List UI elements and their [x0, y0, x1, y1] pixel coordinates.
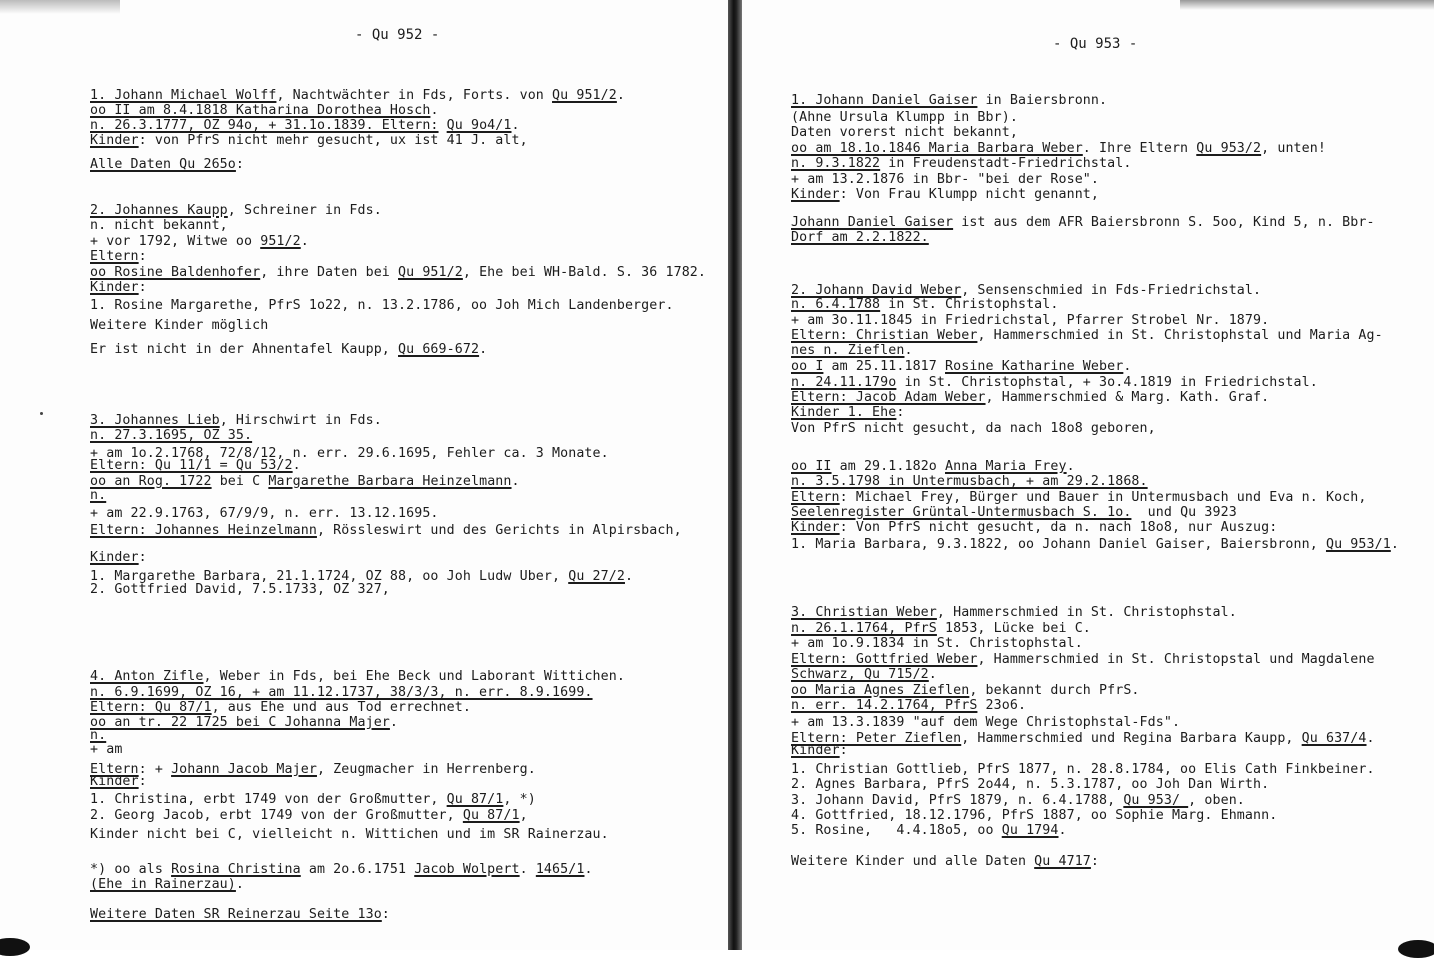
text-segment: , bekannt durch PfrS. [969, 683, 1140, 698]
underlined-text: Eltern: Johannes Heinzelmann [90, 523, 317, 538]
text-segment: 3. Johann David, PfrS 1879, n. 6.4.1788, [791, 793, 1124, 808]
text-line [791, 328, 1383, 343]
text-line [90, 907, 390, 922]
underlined-text: Eltern: Gottfried Weber [791, 652, 978, 667]
text-line [791, 823, 1067, 838]
text-line [90, 218, 228, 233]
underlined-text: nes n. Zieflen [791, 343, 905, 358]
underlined-text: Eltern [90, 762, 139, 777]
underlined-text: n. 3.5.1798 in Untermusbach, + am 29.2.1868. [791, 474, 1148, 489]
text-line [90, 582, 390, 597]
text-line [791, 230, 929, 245]
underlined-text: 3. Christian Weber [791, 605, 937, 620]
text-segment: : Michael Frey, Bürger und Bauer in Untermusbach und Eva n. Koch, [839, 490, 1367, 505]
text-segment: . [479, 342, 488, 357]
text-line [791, 187, 1099, 202]
underlined-text: Qu 951/2 [398, 265, 463, 280]
underlined-text: Alle Daten Qu 265o [90, 157, 236, 172]
text-segment: , Hammerschmied & Marg. Kath. Graf. [985, 390, 1270, 405]
text-segment: in St. Christophstal, + 3o.4.1819 in Friedrichstal. [896, 375, 1318, 390]
underlined-text: Eltern: Qu 11/1 = Qu 53/2 [90, 458, 293, 473]
text-segment: Von PfrS nicht gesucht, da nach 18o8 geboren, [791, 421, 1156, 436]
text-line [90, 523, 682, 538]
text-line [791, 808, 1277, 823]
text-segment: : [138, 249, 147, 264]
text-line [90, 280, 147, 295]
text-segment: 1. Maria Barbara, 9.3.1822, oo Johann Daniel Gaiser, Baiersbronn, [791, 537, 1326, 552]
text-line [90, 700, 471, 715]
text-segment: + am 13.3.1839 "auf dem Wege Christophstal-Fds". [791, 715, 1181, 730]
page-number-right: - Qu 953 - [1053, 36, 1138, 52]
text-line [90, 265, 706, 280]
underlined-text: Dorf am 2.2.1822. [791, 230, 929, 245]
text-segment: Daten vorerst nicht bekannt, [791, 125, 1018, 140]
text-segment: , Nachtwächter in Fds, Forts. von [276, 88, 553, 103]
text-line [90, 877, 244, 892]
text-line [791, 605, 1237, 620]
text-line [791, 343, 913, 358]
text-segment: am 29.1.182o [831, 459, 946, 474]
underlined-text: Margarethe Barbara Heinzelmann [268, 474, 512, 489]
text-segment: , Hirschwirt in Fds. [219, 413, 382, 428]
text-segment: . [235, 877, 245, 892]
text-segment: : [138, 774, 147, 789]
text-segment: 4. Gottfried, 18.12.1796, PfrS 1887, oo Sophie Marg. Ehmann. [791, 808, 1278, 823]
text-line [90, 118, 520, 133]
underlined-text: Qu 669-672 [398, 342, 480, 357]
text-line [791, 156, 1131, 171]
text-segment: . [1366, 731, 1375, 746]
text-segment: : [138, 280, 147, 295]
text-line [90, 458, 301, 473]
text-line [90, 157, 244, 172]
text-line [791, 520, 1277, 535]
text-segment: 2. Agnes Barbara, PfrS 2o44, n. 5.3.1787, oo Joh Dan Wirth. [791, 777, 1270, 792]
underlined-text: Kinder [791, 743, 840, 758]
underlined-text: Johann Daniel Gaiser [791, 215, 954, 230]
underlined-text: Eltern: Jacob Adam Weber [791, 390, 986, 405]
underlined-text: Qu 1794 [1001, 823, 1059, 838]
text-segment: ist aus dem AFR Baiersbronn S. 5oo, Kind 5, n. Bbr- [953, 215, 1375, 230]
underlined-text: oo II am 8.4.1818 Katharina Dorothea Hosch [90, 103, 431, 118]
underlined-text: Kinder [90, 133, 139, 148]
underlined-text: n. [90, 728, 107, 743]
text-segment: n. nicht bekannt, [90, 218, 228, 233]
text-line [791, 110, 1018, 125]
text-segment: + vor 1792, Witwe oo [90, 234, 261, 249]
underlined-text: 3. Johannes Lieb [90, 413, 220, 428]
text-segment: 1. Christina, erbt 1749 von der Großmutter, [90, 792, 447, 807]
text-segment: , Rössleswirt und des Gerichts in Alpirsbach, [316, 523, 682, 538]
underlined-text: Qu 87/1 [446, 792, 504, 807]
underlined-text: 1. Johann Daniel Gaiser [791, 93, 978, 108]
text-segment: . [511, 118, 520, 133]
underlined-text: Schwarz, Qu 715/2 [791, 667, 929, 682]
text-segment: : [235, 157, 245, 172]
text-line [791, 283, 1261, 298]
text-line [791, 421, 1156, 436]
text-segment: . [511, 474, 520, 489]
underlined-text: oo an tr. 22 1725 bei C Johanna Majer [90, 715, 390, 730]
text-segment: , Hammerschmied in St. Christophstal. [936, 605, 1237, 620]
text-line [90, 298, 674, 313]
text-line [90, 203, 382, 218]
text-line [90, 133, 528, 148]
text-line [791, 636, 1083, 651]
underlined-text: Kinder 1. Ehe [791, 405, 897, 420]
text-line [791, 459, 1075, 474]
text-segment: + am 1o.2.1768, 72/8/12, n. err. 29.6.1695, Fehler ca. 3 Monate. [90, 446, 609, 461]
underlined-text: Eltern [791, 490, 840, 505]
text-line [90, 488, 106, 503]
text-segment: 2. Gottfried David, 7.5.1733, OZ 327, [90, 582, 390, 597]
text-segment: 2. Georg Jacob, erbt 1749 von der Großmutter, [90, 808, 463, 823]
underlined-text: n. 26.3.1777, OZ 94o, + 31.1o.1839. Eltern: [90, 118, 439, 133]
text-line [791, 715, 1180, 730]
underlined-text: n. 26.1.1764, PfrS [791, 621, 937, 636]
text-segment: , *) [503, 792, 536, 807]
text-line [90, 506, 439, 521]
underlined-text: oo Rosine Baldenhofer [90, 265, 261, 280]
text-segment: . [584, 862, 593, 877]
text-segment: in St. Christophstal. [880, 297, 1059, 312]
text-segment: : [896, 405, 905, 420]
underlined-text: Eltern: Peter Zieflen [791, 731, 962, 746]
underlined-text: oo II [791, 459, 832, 474]
text-line [791, 683, 1140, 698]
text-line [791, 313, 1269, 328]
text-segment: *) oo als [90, 862, 172, 877]
underlined-text: n. 6.4.1788 [791, 297, 881, 312]
text-segment: . [292, 458, 301, 473]
text-line [90, 103, 439, 118]
text-segment: Er ist nicht in der Ahnentafel Kaupp, [90, 342, 399, 357]
text-segment: , oben. [1188, 793, 1245, 808]
text-segment: + am 22.9.1763, 67/9/9, n. err. 13.12.1695. [90, 506, 439, 521]
scan-shadow [0, 0, 120, 14]
scan-speck [40, 412, 43, 415]
underlined-text: Qu 953/ [1123, 793, 1189, 808]
text-segment: bei C [211, 474, 269, 489]
text-line [90, 715, 398, 730]
text-segment: , Hammerschmied in St. Christophstal und Maria Ag- [977, 328, 1383, 343]
underlined-text: 2. Johannes Kaupp [90, 203, 228, 218]
text-line [791, 731, 1375, 746]
text-line [791, 743, 848, 758]
underlined-text: Kinder [791, 520, 840, 535]
text-segment: , Zeugmacher in Herrenberg. [316, 762, 536, 777]
text-segment: , Weber in Fds, bei Ehe Beck und Laborant Wittichen. [203, 669, 625, 684]
scan-corner-mark [0, 938, 30, 956]
text-segment: : + [138, 762, 172, 777]
text-segment: + am 3o.11.1845 in Friedrichstal, Pfarrer Strobel Nr. 1879. [791, 313, 1270, 328]
text-segment: : Von PfrS nicht gesucht, da n. nach 18o8, nur Auszug: [839, 520, 1278, 535]
page-number-left: - Qu 952 - [355, 27, 440, 43]
underlined-text: Qu 953/1 [1325, 537, 1391, 552]
underlined-text: Kinder [90, 280, 139, 295]
text-segment: : [381, 907, 390, 922]
text-segment: . [300, 234, 309, 249]
book-gutter [728, 0, 742, 950]
text-segment: . [928, 667, 937, 682]
text-line [90, 827, 609, 842]
text-line [90, 669, 625, 684]
text-line [791, 652, 1375, 667]
text-line [791, 93, 1107, 108]
text-line [791, 405, 904, 420]
text-segment: + am [90, 742, 123, 757]
text-segment: 1. Rosine Margarethe, PfrS 1o22, n. 13.2.1786, oo Joh Mich Landenberger. [90, 298, 674, 313]
text-segment: 23o6. [977, 698, 1027, 713]
underlined-text: 2. Johann David Weber [791, 283, 962, 298]
underlined-text: Weitere Daten SR Reinerzau Seite 13o [90, 907, 382, 922]
text-segment: + am 1o.9.1834 in St. Christophstal. [791, 636, 1083, 651]
text-segment: . [1390, 537, 1399, 552]
text-segment: . [430, 103, 439, 118]
text-segment: 5. Rosine, 4.4.18o5, oo [791, 823, 1002, 838]
text-line [90, 742, 122, 757]
text-line [90, 774, 147, 789]
underlined-text: Kinder [90, 550, 139, 565]
text-line [791, 854, 1099, 869]
underlined-text: Eltern: Christian Weber [791, 328, 978, 343]
text-line [90, 318, 268, 333]
underlined-text: Qu 953/2 [1196, 141, 1262, 156]
text-segment: . [1123, 359, 1132, 374]
text-segment: . [624, 569, 634, 584]
text-segment: , [519, 808, 528, 823]
text-segment: 1. Christian Gottlieb, PfrS 1877, n. 28.8.1784, oo Elis Cath Finkbeiner. [791, 762, 1375, 777]
text-line [791, 359, 1131, 374]
text-line [791, 762, 1375, 777]
text-line [90, 428, 252, 443]
text-line [791, 215, 1375, 230]
text-line [791, 537, 1399, 552]
text-segment: . [904, 343, 913, 358]
text-line [791, 172, 1099, 187]
underlined-text: oo Maria Agnes Zieflen [791, 683, 970, 698]
text-segment: . [519, 862, 536, 877]
scan-shadow [1180, 0, 1434, 10]
text-segment: . [1066, 459, 1075, 474]
underlined-text: oo I [791, 359, 824, 374]
text-line [90, 862, 593, 877]
underlined-text: n. err. 14.2.1764, PfrS [791, 698, 978, 713]
text-line [90, 808, 528, 823]
text-segment: , Sensenschmied in Fds-Friedrichstal. [961, 283, 1262, 298]
underlined-text: Kinder [791, 187, 840, 202]
text-segment [439, 118, 447, 133]
text-segment: : [138, 550, 147, 565]
underlined-text: n. 27.3.1695, OZ 35. [90, 428, 253, 443]
text-segment: , aus Ehe und aus Tod errechnet. [211, 700, 471, 715]
underlined-text: Rosina Christina [171, 862, 301, 877]
underlined-text: Eltern: Qu 87/1 [90, 700, 212, 715]
underlined-text: (Ehe in Rainerzau) [90, 877, 236, 892]
text-line [90, 88, 625, 103]
text-line [90, 249, 147, 264]
underlined-text: Qu 637/4 [1301, 731, 1367, 746]
text-segment: , ihre Daten bei [260, 265, 399, 280]
text-segment: . [1058, 823, 1067, 838]
underlined-text: Qu 9o4/1 [446, 118, 512, 133]
underlined-text: n. 9.3.1822 [791, 156, 881, 171]
text-line [90, 685, 593, 700]
text-line [90, 728, 106, 743]
text-line [791, 474, 1148, 489]
underlined-text: n. [90, 488, 107, 503]
text-line [90, 234, 309, 249]
text-line [791, 125, 1018, 140]
underlined-text: 4. Anton Zifle [90, 669, 204, 684]
text-line [791, 297, 1059, 312]
underlined-text: oo an Rog. 1722 [90, 474, 212, 489]
text-segment: + am 13.2.1876 in Bbr- "bei der Rose". [791, 172, 1100, 187]
text-line [791, 141, 1326, 156]
underlined-text: Johann Jacob Majer [171, 762, 317, 777]
text-line [791, 390, 1269, 405]
text-segment: Weitere Kinder und alle Daten [791, 854, 1035, 869]
underlined-text: Anna Maria Frey [945, 459, 1067, 474]
underlined-text: Eltern [90, 249, 139, 264]
text-segment: : [1090, 854, 1100, 869]
text-line [90, 474, 520, 489]
text-line [90, 413, 382, 428]
text-segment: in Baiersbronn. [977, 93, 1108, 108]
text-segment: : von PfrS nicht mehr gesucht, ux ist 41 J. alt, [138, 133, 528, 148]
underlined-text: Rosine Katharine Weber [945, 359, 1124, 374]
text-segment: . [389, 715, 399, 730]
underlined-text: Qu 4717 [1034, 854, 1091, 869]
text-line [791, 698, 1026, 713]
underlined-text: 1465/1 [535, 862, 585, 877]
underlined-text: Jacob Wolpert [414, 862, 520, 877]
text-segment: , unten! [1261, 141, 1326, 156]
text-line [90, 792, 536, 807]
text-segment: . [616, 88, 625, 103]
text-line [791, 793, 1245, 808]
text-segment: 1853, Lücke bei C. [936, 621, 1091, 636]
underlined-text: Kinder [90, 774, 139, 789]
underlined-text: n. 6.9.1699, OZ 16, + am 11.12.1737, 38/3/3, n. err. 8.9.1699. [90, 685, 593, 700]
text-segment: am 25.11.1817 [823, 359, 946, 374]
underlined-text: Qu 87/1 [462, 808, 520, 823]
text-line [90, 550, 147, 565]
text-segment: am 2o.6.1751 [300, 862, 415, 877]
text-segment: : Von Frau Klumpp nicht genannt, [839, 187, 1100, 202]
text-segment: in Freudenstadt-Friedrichstal. [880, 156, 1132, 171]
text-segment: , Ehe bei WH-Bald. S. 36 1782. [462, 265, 707, 280]
text-line [791, 777, 1269, 792]
text-segment: 1. Margarethe Barbara, 21.1.1724, OZ 88, oo Joh Ludw Uber, [90, 569, 569, 584]
text-segment: , Hammerschmied in St. Christopstal und Magdalene [977, 652, 1375, 667]
text-segment: (Ahne Ursula Klumpp in Bbr). [791, 110, 1018, 125]
text-line [791, 490, 1367, 505]
underlined-text: Qu 951/2 [552, 88, 617, 103]
underlined-text: Qu 27/2 [568, 569, 625, 584]
text-segment: und Qu 3923 [1131, 505, 1237, 520]
text-line [90, 762, 536, 777]
text-line [791, 505, 1237, 520]
underlined-text: 951/2 [260, 234, 301, 249]
underlined-text: oo am 18.1o.1846 Maria Barbara Weber [791, 141, 1083, 156]
text-line [791, 667, 937, 682]
text-line [791, 621, 1091, 636]
underlined-text: 1. Johann Michael Wolff [90, 88, 277, 103]
text-line [90, 342, 487, 357]
text-segment: . Ihre Eltern [1082, 141, 1197, 156]
underlined-text: Seelenregister Grüntal-Untermusbach S. 1o. [791, 505, 1132, 520]
text-line [791, 375, 1318, 390]
scan-corner-mark [1398, 940, 1434, 958]
underlined-text: n. 24.11.179o [791, 375, 897, 390]
text-segment: : [839, 743, 848, 758]
text-segment: Kinder nicht bei C, vielleicht n. Wittichen und im SR Rainerzau. [90, 827, 609, 842]
text-segment: Weitere Kinder möglich [90, 318, 269, 333]
text-segment: , Schreiner in Fds. [227, 203, 382, 218]
text-segment: , Hammerschmied und Regina Barbara Kaupp, [961, 731, 1302, 746]
